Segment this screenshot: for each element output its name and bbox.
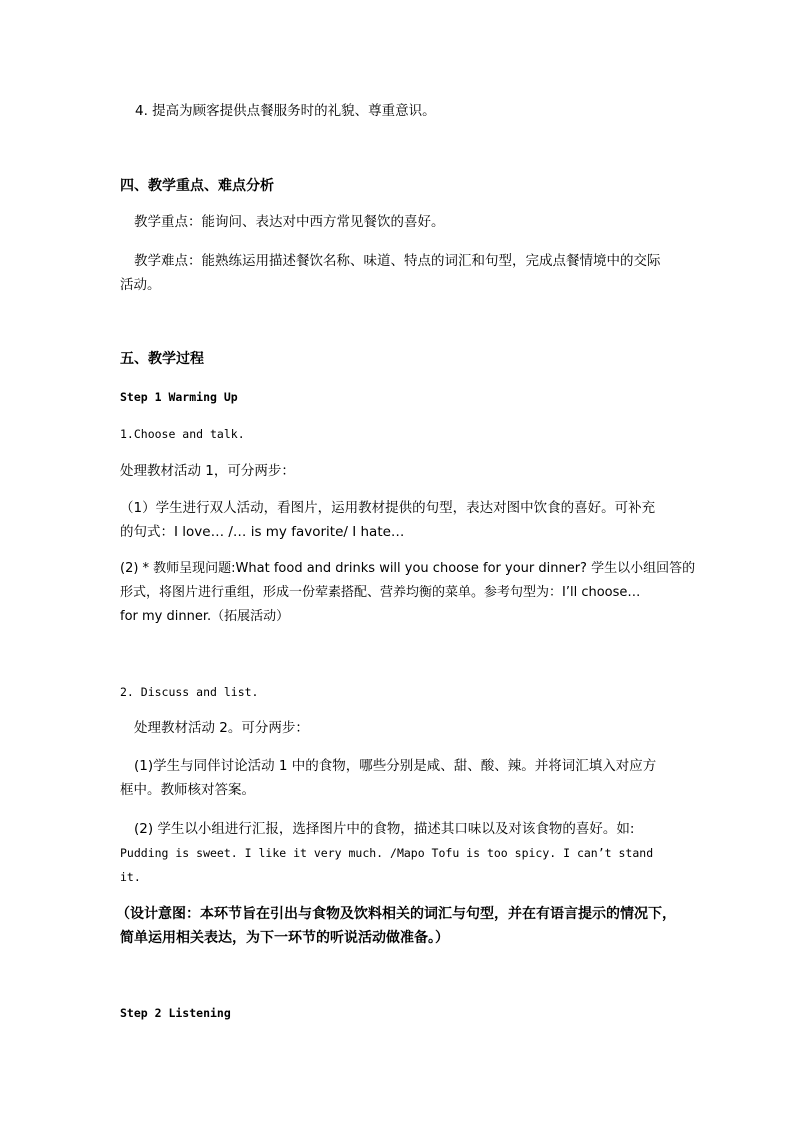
key-point-text: 教学重点：能询问、表达对中西方常见餐饮的喜好。 (134, 214, 445, 230)
activity-2-step-2-line-3: it. (120, 870, 141, 884)
objective-item-4: 4. 提高为顾客提供点餐服务时的礼貌、尊重意识。 (135, 103, 436, 119)
activity-1-intro: 处理教材活动 1，可分两步： (120, 463, 295, 479)
section-heading-process: 五、教学过程 (120, 351, 204, 367)
step-1-title: Step 1 Warming Up (120, 390, 238, 404)
section-heading-key-points: 四、教学重点、难点分析 (120, 178, 274, 194)
activity-1-step-2-line-1: (2) * 教师呈现问题:What food and drinks will you choose for your dinner? 学生以小组回答的 (120, 561, 696, 576)
activity-2-step-1-line-2: 框中。教师核对答案。 (120, 782, 255, 798)
activity-2-intro: 处理教材活动 2。可分两步： (134, 720, 309, 736)
activity-1-title: 1.Choose and talk. (120, 427, 245, 441)
activity-2-step-1-line-1: (1)学生与同伴讨论活动 1 中的食物，哪些分别是咸、甜、酸、辣。并将词汇填入对应方 (134, 758, 657, 774)
difficulty-text-line-2: 活动。 (120, 277, 161, 293)
activity-1-step-2-line-2: 形式，将图片进行重组，形成一份荤素搭配、营养均衡的菜单。参考句型为：I’ll choose… (120, 585, 641, 600)
activity-1-step-1-line-2: 的句式：I love… /… is my favorite/ I hate… (120, 524, 405, 540)
step-2-title: Step 2 Listening (120, 1006, 231, 1020)
difficulty-text-line-1: 教学难点：能熟练运用描述餐饮名称、味道、特点的词汇和句型，完成点餐情境中的交际 (134, 253, 661, 269)
activity-1-step-1-line-1: （1）学生进行双人活动，看图片，运用教材提供的句型，表达对图中饮食的喜好。可补充 (120, 500, 656, 516)
design-intent-line-1: （设计意图：本环节旨在引出与食物及饮料相关的词汇与句型，并在有语言提示的情况下， (116, 906, 676, 922)
design-intent-line-2: 简单运用相关表达，为下一环节的听说活动做准备。） (120, 930, 449, 946)
activity-2-step-2-line-1: (2) 学生以小组进行汇报，选择图片中的食物，描述其口味以及对该食物的喜好。如: (134, 821, 635, 837)
activity-2-step-2-line-2: Pudding is sweet. I like it very much. /Mapo Tofu is too spicy. I can’t stand (120, 846, 654, 860)
activity-1-step-2-line-3: for my dinner.（拓展活动） (120, 609, 290, 624)
activity-2-title: 2. Discuss and list. (120, 685, 259, 699)
